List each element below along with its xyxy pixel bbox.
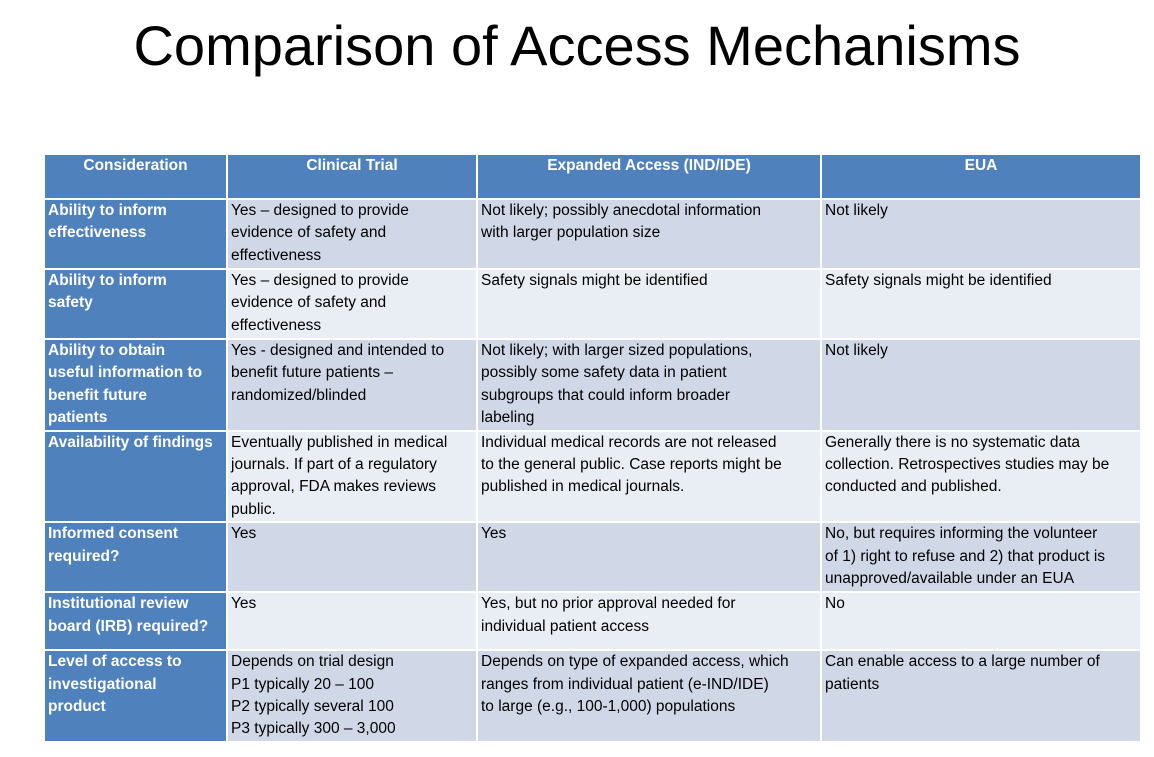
cell-line: Not likely — [825, 342, 888, 359]
cell-line: Depends on type of expanded access, which — [481, 653, 789, 671]
cell-line: Ability to inform — [48, 202, 167, 219]
cell-line: benefit future patients – — [231, 364, 394, 382]
cell-line: patients — [825, 675, 880, 693]
cell-line: collection. Retrospectives studies may be — [825, 456, 1110, 474]
cell-clinical-trial — [227, 269, 477, 339]
cell-line: board (IRB) required? — [48, 617, 209, 635]
cell-line: Can enable access to a large number of — [825, 653, 1100, 671]
table-row — [44, 339, 1141, 431]
table-row — [44, 592, 1141, 650]
cell-line: of 1) right to refuse and 2) that product is — [825, 547, 1106, 565]
cell-line: Eventually published in medical — [231, 433, 448, 451]
cell-expanded-access — [477, 339, 821, 431]
cell-line: Safety signals might be identified — [481, 272, 708, 289]
cell-line: to large (e.g., 100-1,000) populations — [481, 698, 736, 716]
cell-line: required? — [48, 547, 120, 565]
table-row — [44, 199, 1141, 269]
cell-line: Safety signals might be identified — [825, 272, 1052, 289]
cell-line: labeling — [481, 409, 535, 427]
cell-line: No, but requires informing the volunteer — [825, 525, 1098, 543]
cell-line: Yes — [481, 525, 507, 543]
cell-line: Level of access to — [48, 653, 182, 671]
cell-line: possibly some safety data in patient — [481, 364, 727, 382]
cell-line: unapproved/available under an EUA — [825, 570, 1075, 588]
cell-line: Availability of findings — [48, 433, 213, 451]
cell-clinical-trial — [227, 339, 477, 431]
cell-eua — [821, 199, 1141, 269]
cell-expanded-access — [477, 650, 821, 742]
cell-line: Generally there is no systematic data — [825, 433, 1081, 451]
cell-clinical-trial — [227, 522, 477, 592]
cell-line: effectiveness — [48, 224, 147, 242]
row-consideration — [44, 199, 227, 269]
row-consideration — [44, 592, 227, 650]
cell-line: randomized/blinded — [231, 386, 367, 404]
cell-line: Yes - designed and intended to — [231, 342, 445, 359]
cell-line: No — [825, 595, 845, 613]
cell-clinical-trial — [227, 199, 477, 269]
cell-expanded-access — [477, 522, 821, 592]
cell-eua — [821, 339, 1141, 431]
column-header-expanded-access: Expanded Access (IND/IDE) — [477, 154, 821, 199]
cell-expanded-access — [477, 592, 821, 650]
row-consideration — [44, 339, 227, 431]
cell-line: Individual medical records are not released — [481, 433, 777, 451]
cell-line: investigational — [48, 675, 157, 693]
cell-line: individual patient access — [481, 617, 650, 635]
table-row — [44, 650, 1141, 742]
cell-eua — [821, 650, 1141, 742]
page-title: Comparison of Access Mechanisms — [133, 14, 1021, 77]
cell-clinical-trial — [227, 650, 477, 742]
row-consideration — [44, 522, 227, 592]
table-row — [44, 269, 1141, 339]
row-consideration — [44, 431, 227, 523]
cell-expanded-access — [477, 199, 821, 269]
cell-line: evidence of safety and — [231, 224, 387, 242]
cell-line: Informed consent — [48, 525, 179, 543]
table-header-row — [44, 154, 1141, 199]
cell-eua — [821, 592, 1141, 650]
cell-eua — [821, 431, 1141, 523]
comparison-table — [43, 153, 1142, 743]
cell-line: Yes – designed to provide — [231, 202, 409, 219]
cell-line: evidence of safety and — [231, 294, 387, 312]
cell-line: product — [48, 698, 106, 716]
row-consideration — [44, 650, 227, 742]
cell-line: Yes — [231, 525, 257, 543]
cell-line: Not likely; with larger sized populations, — [481, 342, 753, 359]
cell-line: P2 typically several 100 — [231, 698, 394, 716]
cell-expanded-access — [477, 269, 821, 339]
cell-line: patients — [48, 409, 108, 427]
cell-line: conducted and published. — [825, 478, 1002, 496]
cell-line: Yes – designed to provide — [231, 272, 409, 289]
cell-line: to the general public. Case reports might be — [481, 456, 782, 474]
cell-line: effectiveness — [231, 246, 322, 264]
column-header-clinical-trial: Clinical Trial — [227, 154, 477, 199]
cell-line: Ability to inform — [48, 272, 167, 289]
column-header-eua: EUA — [821, 154, 1141, 199]
cell-line: ranges from individual patient (e-IND/IDE) — [481, 675, 769, 693]
cell-line: public. — [231, 500, 276, 518]
cell-expanded-access — [477, 431, 821, 523]
table-row — [44, 431, 1141, 523]
cell-line: published in medical journals. — [481, 478, 685, 496]
cell-line: subgroups that could inform broader — [481, 386, 731, 404]
cell-line: P1 typically 20 – 100 — [231, 675, 375, 693]
cell-clinical-trial — [227, 431, 477, 523]
row-consideration — [44, 269, 227, 339]
cell-line: with larger population size — [481, 224, 661, 242]
cell-line: journals. If part of a regulatory — [231, 456, 437, 474]
cell-clinical-trial — [227, 592, 477, 650]
table-row — [44, 522, 1141, 592]
cell-line: Depends on trial design — [231, 653, 394, 671]
cell-line: Not likely — [825, 202, 888, 219]
cell-line: Not likely; possibly anecdotal information — [481, 202, 761, 219]
cell-line: useful information to — [48, 364, 203, 382]
cell-line: P3 typically 300 – 3,000 — [231, 720, 396, 738]
column-header-consideration: Consideration — [44, 154, 227, 199]
cell-line: Ability to obtain — [48, 342, 166, 359]
cell-line: Institutional review — [48, 595, 189, 613]
cell-line: effectiveness — [231, 316, 322, 334]
cell-line: benefit future — [48, 386, 148, 404]
cell-eua — [821, 269, 1141, 339]
cell-line: approval, FDA makes reviews — [231, 478, 437, 496]
cell-line: Yes, but no prior approval needed for — [481, 595, 736, 613]
cell-line: safety — [48, 294, 93, 312]
cell-line: Yes — [231, 595, 257, 613]
cell-eua — [821, 522, 1141, 592]
